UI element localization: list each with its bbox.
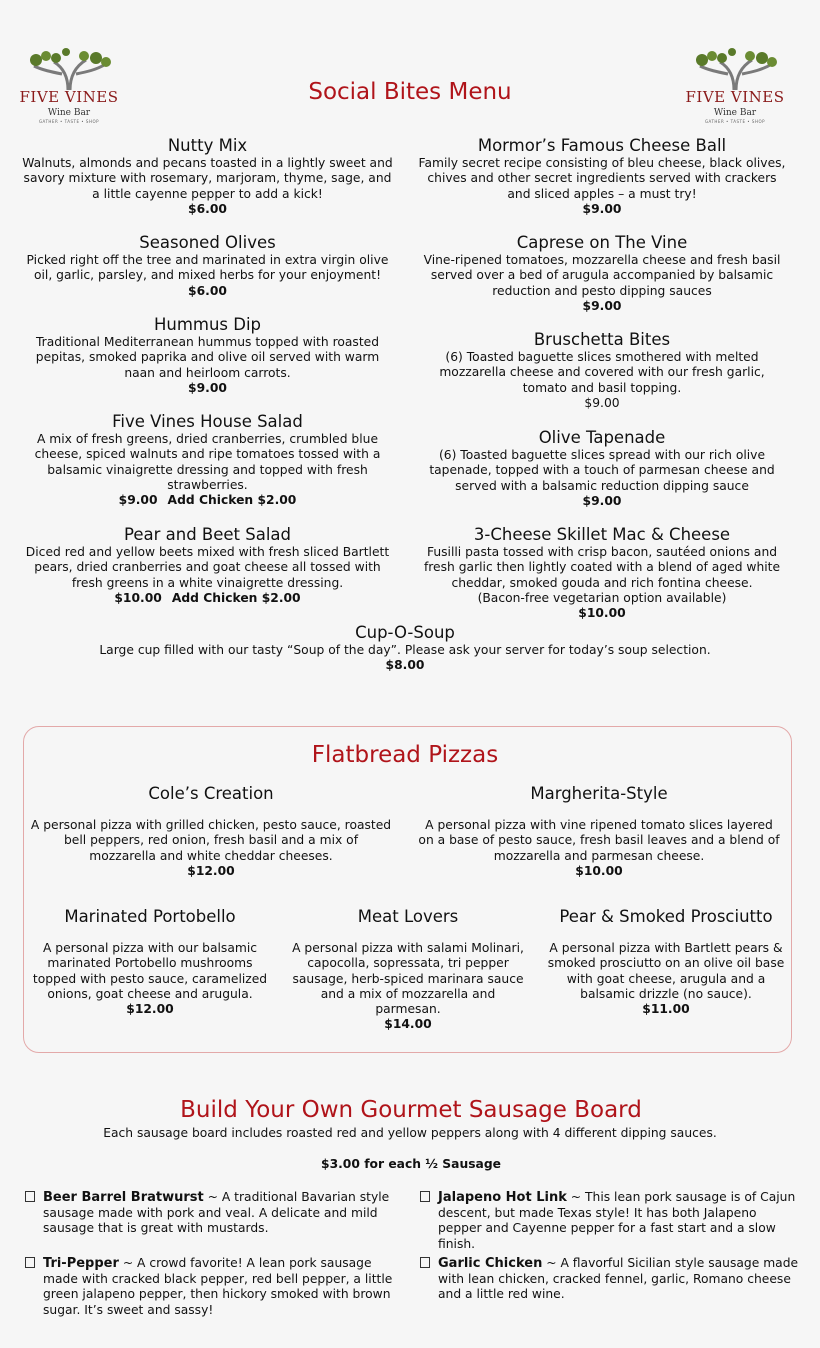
item-desc: Walnuts, almonds and pecans toasted in a lightly sweet and savory mixture with rosemary, marjoram, thyme, sage, and a little cayenne pepper to add a kick! — [22, 156, 393, 201]
pizza-price: $12.00 — [126, 1002, 174, 1017]
pizza-name: Cole’s Creation — [148, 784, 274, 803]
logo-tagline: GATHER • TASTE • SHOP — [704, 119, 766, 124]
item-price: $6.00 — [188, 201, 227, 216]
pizza-desc: A personal pizza with Bartlett pears & smoked prosciutto on an olive oil base with goat cheese, arugula and a balsamic drizzle (no sauce). — [547, 941, 785, 1001]
checkbox-bullet-icon — [420, 1257, 430, 1268]
sausage-price-line: $3.00 for each ½ Sausage — [321, 1157, 501, 1171]
pizza-price: $12.00 — [187, 863, 235, 878]
pizza-item — [288, 907, 528, 1033]
pizza-item — [30, 907, 270, 1017]
item-name: Pear and Beet Salad — [123, 525, 292, 544]
item-desc: Family secret recipe consisting of bleu cheese, black olives, chives and other secret ingredients served with crackers and sliced apples – a must try! — [418, 156, 786, 201]
pizza-name: Marinated Portobello — [64, 907, 236, 926]
pizza-price: $14.00 — [384, 1017, 432, 1032]
item-desc: Vine-ripened tomatoes, mozzarella cheese and fresh basil served over a bed of arugula accompanied by balsamic reduction and pesto dipping sauces — [423, 253, 781, 298]
item-name: Hummus Dip — [153, 315, 262, 334]
sausage-item — [438, 1190, 800, 1252]
menu-item — [20, 412, 395, 508]
sausage-board-title: Build Your Own Gourmet Sausage Board — [180, 1097, 642, 1123]
menu-item — [60, 623, 750, 674]
item-name: Nutty Mix — [167, 136, 248, 155]
sausage-intro: Each sausage board includes roasted red and yellow peppers along with 4 different dipping sauces. — [103, 1126, 717, 1140]
item-price: $10.00 — [114, 590, 162, 605]
menu-item — [418, 330, 786, 411]
sausage-desc: ~ A traditional Bavarian style sausage made with pork and veal. A delicate and mild sausage that is great with mustards. — [43, 1190, 390, 1235]
item-price: $9.00 — [582, 201, 622, 216]
social-bites-title: Social Bites Menu — [308, 79, 512, 105]
item-price: $10.00 — [578, 606, 626, 621]
item-name: Olive Tapenade — [538, 428, 666, 447]
sausage-name: Garlic Chicken — [438, 1256, 543, 1271]
pizza-item — [30, 784, 392, 879]
pizza-desc: A personal pizza with grilled chicken, pesto sauce, roasted bell peppers, red onion, fresh basil and a mix of mozzarella and white cheddar cheeses. — [30, 818, 392, 863]
item-price: $8.00 — [385, 658, 425, 673]
item-price: $9.00 — [584, 395, 620, 410]
menu-item — [418, 428, 786, 509]
sausage-item — [438, 1256, 800, 1303]
pizza-desc: A personal pizza with vine ripened tomato slices layered on a base of pesto sauce, fresh basil leaves and a blend of mozzarella and parmesan cheese. — [418, 818, 780, 863]
pizza-desc: A personal pizza with salami Molinari, capocolla, sopressata, tri pepper sausage, herb-spiced marinara sauce and a mix of mozzarella and parmesan. — [292, 941, 524, 1017]
item-desc: Picked right off the tree and marinated in extra virgin olive oil, garlic, parsley, and mixed herbs for your enjoyment! — [26, 253, 389, 283]
menu-item — [418, 525, 786, 621]
menu-item — [418, 136, 786, 217]
pizza-item — [418, 784, 780, 879]
menu-item — [20, 525, 395, 606]
item-desc: Large cup filled with our tasty “Soup of the day”. Please ask your server for today’s soup selection. — [99, 643, 711, 657]
sausage-item — [43, 1190, 398, 1237]
item-desc: Diced red and yellow beets mixed with fresh sliced Bartlett pears, dried cranberries and goat cheese all tossed with fresh greens in a white vinaigrette dressing. — [25, 545, 390, 590]
pizza-price: $11.00 — [642, 1002, 690, 1017]
menu-item — [20, 315, 395, 396]
sausage-desc: ~ This lean pork sausage is of Cajun descent, but made Texas style! It has both Jalapeno pepper and Cayenne pepper for a fast start and a slow finish. — [438, 1190, 796, 1251]
item-note: (Bacon-free vegetarian option available) — [477, 590, 727, 605]
item-price: $9.00 — [582, 493, 622, 508]
checkbox-bullet-icon — [25, 1191, 35, 1202]
item-price: $9.00 — [582, 298, 622, 313]
menu-item — [20, 233, 395, 299]
pizza-name: Meat Lovers — [357, 907, 459, 926]
logo-brand: FIVE VINES — [685, 88, 785, 106]
sausage-name: Beer Barrel Bratwurst — [43, 1190, 204, 1205]
logo-tagline: GATHER • TASTE • SHOP — [38, 119, 100, 124]
flatbread-title: Flatbread Pizzas — [311, 742, 499, 768]
checkbox-bullet-icon — [420, 1191, 430, 1202]
logo-sub: Wine Bar — [713, 108, 757, 118]
item-name: 3-Cheese Skillet Mac & Cheese — [473, 525, 731, 544]
pizza-name: Pear & Smoked Prosciutto — [559, 907, 773, 926]
item-desc: A mix of fresh greens, dried cranberries, crumbled blue cheese, spiced walnuts and ripe tomatoes tossed with a balsamic vinaigrette dressing and topped with fresh strawberries. — [34, 432, 381, 492]
item-name: Cup-O-Soup — [355, 623, 455, 642]
sausage-desc: ~ A crowd favorite! A lean pork sausage made with cracked black pepper, red bell pepper, a little green jalapeno pepper, then hickory smoked with brown sugar. It’s sweet and sassy! — [43, 1256, 393, 1317]
pizza-name: Margherita-Style — [530, 784, 668, 803]
pizza-price: $10.00 — [575, 863, 623, 878]
item-name: Mormor’s Famous Cheese Ball — [477, 136, 727, 155]
pizza-item — [546, 907, 786, 1017]
pizza-desc: A personal pizza with our balsamic marinated Portobello mushrooms topped with pesto sauce, caramelized onions, goat cheese and arugula. — [32, 941, 268, 1001]
sausage-name: Jalapeno Hot Link — [438, 1190, 567, 1205]
logo-sub: Wine Bar — [47, 108, 91, 118]
sausage-desc: ~ A flavorful Sicilian style sausage made with lean chicken, cracked fennel, garlic, Romano cheese and a little red wine. — [438, 1256, 799, 1301]
menu-item — [418, 233, 786, 314]
add-chicken-price: Add Chicken $2.00 — [167, 493, 297, 508]
item-name: Bruschetta Bites — [533, 330, 671, 349]
sausage-item — [43, 1256, 398, 1318]
item-name: Caprese on The Vine — [516, 233, 688, 252]
logo-brand: FIVE VINES — [19, 88, 119, 106]
checkbox-bullet-icon — [25, 1257, 35, 1268]
sausage-name: Tri-Pepper — [43, 1256, 119, 1271]
item-price: $6.00 — [188, 283, 227, 298]
menu-item — [20, 136, 395, 217]
item-desc: Traditional Mediterranean hummus topped with roasted pepitas, smoked paprika and olive oil served with warm naan and heirloom carrots. — [35, 335, 380, 380]
item-price: $9.00 — [118, 493, 158, 508]
item-desc: (6) Toasted baguette slices smothered with melted mozzarella cheese and covered with our fresh garlic, tomato and basil topping. — [439, 350, 765, 395]
item-desc: (6) Toasted baguette slices spread with our rich olive tapenade, topped with a touch of parmesan cheese and served with a balsamic reduction dipping sauce — [429, 448, 775, 493]
item-name: Seasoned Olives — [139, 233, 276, 252]
add-chicken-price: Add Chicken $2.00 — [171, 590, 301, 605]
item-desc: Fusilli pasta tossed with crisp bacon, sautéed onions and fresh garlic then lightly coated with a blend of aged white cheddar, smoked gouda and rich fontina cheese. — [423, 545, 781, 590]
item-name: Five Vines House Salad — [112, 412, 303, 431]
item-price: $9.00 — [188, 380, 227, 395]
